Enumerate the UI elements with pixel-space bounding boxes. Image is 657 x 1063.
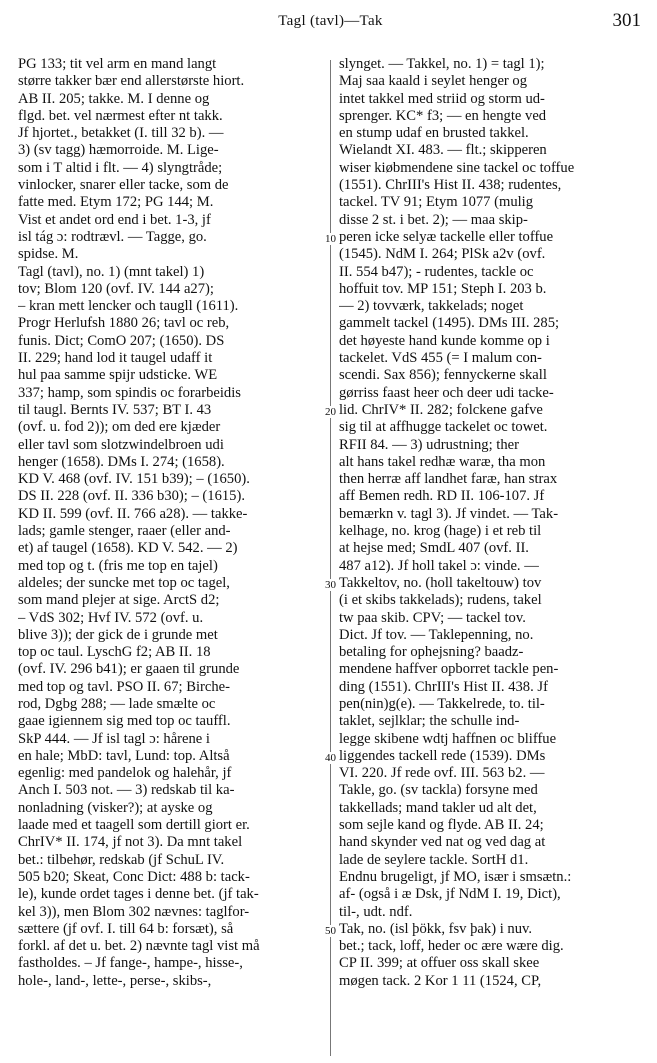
text-line: egenlig: med pandelok og halehår, jf bbox=[18, 765, 232, 782]
text-line: Takle, go. (sv tackla) forsyne med bbox=[339, 782, 538, 799]
text-line: — 2) tovværk, takkelads; noget bbox=[339, 298, 524, 315]
text-line: Jf hjortet., betakket (I. till 32 b). — bbox=[18, 125, 224, 142]
text-line: Tagl (tavl), no. 1) (mnt takel) 1) bbox=[18, 263, 205, 280]
text-line: sættere (jf ovf. I. till 64 b: forsæt), så bbox=[18, 920, 234, 937]
text-line: kelhage, no. krog (hage) i et reb til bbox=[339, 523, 542, 540]
text-line: Endnu brugeligt, jf MO, især i smsætn.: bbox=[339, 868, 572, 885]
text-line: betaling for ophejsning? baadz- bbox=[339, 644, 524, 661]
text-line: II. 229; hand lod it taugel udaff it bbox=[18, 350, 213, 367]
text-line: en stump udaf en brusted takkel. bbox=[339, 125, 529, 142]
text-line: (ovf. u. fod 2)); om ded ere kjæder bbox=[18, 419, 221, 436]
text-line: disse 2 st. i bet. 2); — maa skip- bbox=[339, 211, 528, 228]
column-divider bbox=[330, 60, 331, 1056]
text-line: møgen tack. 2 Kor 1 11 (1524, CP, bbox=[339, 972, 542, 989]
text-line: det høyeste hand kunde komme op i bbox=[339, 332, 550, 349]
text-line: takkellads; mand takler ud alt det, bbox=[339, 799, 537, 816]
text-line: VI. 220. Jf rede ovf. III. 563 b2. — bbox=[339, 765, 545, 782]
text-line: at hejse med; SmdL 407 (ovf. II. bbox=[339, 540, 529, 557]
text-line: CP II. 399; at offuer oss skall skee bbox=[339, 955, 540, 972]
right-column bbox=[339, 56, 644, 990]
text-line: tov; Blom 120 (ovf. IV. 144 a27); bbox=[18, 280, 214, 297]
text-line: taklet, sejlklar; the schulle ind- bbox=[339, 713, 520, 730]
text-line: Maj saa kaald i seylet henger og bbox=[339, 73, 528, 90]
text-line: Anch I. 503 not. — 3) redskab til ka- bbox=[18, 782, 235, 799]
text-line: henger (1658). DMs I. 274; (1658). bbox=[18, 453, 225, 470]
text-line: 3) (sv tagg) hæmorroide. M. Lige- bbox=[18, 142, 219, 159]
text-line: tackelet. VdS 455 (= I malum con- bbox=[339, 350, 542, 367]
line-number: 10 bbox=[325, 233, 336, 245]
left-column bbox=[18, 56, 322, 990]
text-line: blive 3)); der gick de i grunde met bbox=[18, 626, 218, 643]
text-line: aldeles; der suncke met top oc tagel, bbox=[18, 574, 230, 591]
text-line: (1545). NdM I. 264; PlSk a2v (ovf. bbox=[339, 246, 546, 263]
page-header bbox=[18, 10, 643, 36]
text-line: til taugl. Bernts IV. 537; BT I. 43 bbox=[18, 401, 212, 418]
text-line: wiser kiøbmendene sine tackel oc toffue bbox=[339, 159, 575, 176]
text-line: sprenger. KC* f3; — en hengte ved bbox=[339, 107, 547, 124]
text-line: Progr Herlufsh 1880 26; tavl oc reb, bbox=[18, 315, 230, 332]
text-line: som sejle kand og flyde. AB II. 24; bbox=[339, 817, 544, 834]
text-line: liggendes tackell rede (1539). DMs bbox=[339, 747, 546, 764]
text-line: lade de seylere tackle. SortH d1. bbox=[339, 851, 529, 868]
text-line: kel 3)), men Blom 302 nævnes: taglfor- bbox=[18, 903, 250, 920]
text-line: (i et skibs takkelads); rudens, takel bbox=[339, 592, 542, 609]
text-line: mendene haffver opborret tackle pen- bbox=[339, 661, 559, 678]
text-line: flgd. bet. vel nærmest efter nt takk. bbox=[18, 107, 223, 124]
text-line: gaae igiennem sig med top oc tauffl. bbox=[18, 713, 231, 730]
text-line: fastholdes. – Jf fange-, hampe-, hisse-, bbox=[18, 955, 243, 972]
text-line: RFII 84. — 3) udrustning; ther bbox=[339, 436, 519, 453]
text-line: lads; gamle stenger, raaer (eller and- bbox=[18, 523, 231, 540]
line-number: 30 bbox=[325, 579, 336, 591]
text-line: fatte med. Etym 172; PG 144; M. bbox=[18, 194, 214, 211]
text-line: isl tág ɔ: rodtrævl. — Tagge, go. bbox=[18, 228, 207, 245]
line-number: 20 bbox=[325, 406, 336, 418]
text-line: eller tavl som slotzwindelbroen udi bbox=[18, 436, 224, 453]
text-line: laade med et taagell som dertill giort er. bbox=[18, 817, 250, 834]
text-line: aff Bemen redh. RD II. 106-107. Jf bbox=[339, 488, 545, 505]
text-line: (1551). ChrIII's Hist II. 438; rudentes, bbox=[339, 177, 562, 194]
text-line: som i T altid i flt. — 4) slyngtråde; bbox=[18, 159, 223, 176]
text-line: intet takkel med striid og storm ud- bbox=[339, 90, 545, 107]
text-line: legge skibene wdtj haffnen oc bliffue bbox=[339, 730, 557, 747]
text-line: sig til at affhugge tackelet oc towet. bbox=[339, 419, 548, 436]
text-line: lid. ChrIV* II. 282; folckene gafve bbox=[339, 401, 543, 418]
text-line: le), kunde ordet tages i denne bet. (jf tak- bbox=[18, 886, 259, 903]
text-line: bet.; tack, loff, heder oc ære wære dig. bbox=[339, 938, 564, 955]
text-line: alt hans takel redhæ waræ, tha mon bbox=[339, 453, 546, 470]
text-line: KD V. 468 (ovf. IV. 151 b39); – (1650). bbox=[18, 471, 250, 488]
text-line: med top og tavl. PSO II. 67; Birche- bbox=[18, 678, 230, 695]
text-line: ding (1551). ChrIII's Hist II. 438. Jf bbox=[339, 678, 548, 695]
text-line: DS II. 228 (ovf. II. 336 b30); – (1615). bbox=[18, 488, 245, 505]
line-number: 50 bbox=[325, 925, 336, 937]
text-line: funis. Dict; ComO 207; (1650). DS bbox=[18, 332, 225, 349]
text-line: slynget. — Takkel, no. 1) = tagl 1); bbox=[339, 56, 545, 72]
text-line: top oc taul. LyschG f2; AB II. 18 bbox=[18, 644, 211, 661]
text-line: som mand plejer at sige. ArctS d2; bbox=[18, 592, 220, 609]
text-line: bet.: tilbehør, redskab (jf SchuL IV. bbox=[18, 851, 225, 868]
page-number: 301 bbox=[612, 10, 641, 31]
text-line: PG 133; tit vel arm en mand langt bbox=[18, 56, 217, 72]
text-line: – kran mett lencker och taugll (1611). bbox=[18, 298, 239, 315]
text-line: peren icke selyæ tackelle eller toffue bbox=[339, 228, 554, 245]
text-line: pen(nin)g(e). — Takkelrede, to. til- bbox=[339, 695, 545, 712]
text-line: Dict. Jf tov. — Taklepenning, no. bbox=[339, 626, 534, 643]
text-line: et) af taugel (1658). KD V. 542. — 2) bbox=[18, 540, 238, 557]
text-line: hole-, land-, lette-, perse-, skibs-, bbox=[18, 972, 212, 989]
text-line: II. 554 b47); - rudentes, tackle oc bbox=[339, 263, 534, 280]
text-line: 337; hamp, som spindis oc forarbeidis bbox=[18, 384, 241, 401]
text-line: (ovf. IV. 296 b41); er gaaen til grunde bbox=[18, 661, 240, 678]
text-line: Wielandt XI. 483. — flt.; skipperen bbox=[339, 142, 547, 159]
running-title: Tagl (tavl)—Tak bbox=[278, 13, 383, 29]
text-line: gørriss faast heer och deer udi tacke- bbox=[339, 384, 554, 401]
text-line: til-, udt. ndf. bbox=[339, 903, 413, 920]
text-line: hul paa samme spijr udsticke. WE bbox=[18, 367, 218, 384]
text-line: med top og t. (fris me top en tajel) bbox=[18, 557, 218, 574]
text-line: KD II. 599 (ovf. II. 766 a28). — takke- bbox=[18, 505, 248, 522]
text-line: SkP 444. — Jf isl tagl ɔ: hårene i bbox=[18, 730, 210, 747]
text-line: scendi. Sax 856); fennyckerne skall bbox=[339, 367, 547, 384]
text-line: AB II. 205; takke. M. I denne og bbox=[18, 90, 210, 107]
text-line: bemærkn v. tagl 3). Jf vindet. — Tak- bbox=[339, 505, 559, 522]
text-line: hoffuit tov. MP 151; Steph I. 203 b. bbox=[339, 280, 547, 297]
text-line: rod, Dgbg 288; — lade smælte oc bbox=[18, 695, 216, 712]
text-line: hand skynder ved nat og ved dag at bbox=[339, 834, 546, 851]
text-line: 505 b20; Skeat, Conc Dict: 488 b: tack- bbox=[18, 868, 250, 885]
text-line: Tak, no. (isl þökk, fsv þak) i nuv. bbox=[339, 920, 532, 937]
text-line: Vist et andet ord end i bet. 1-3, jf bbox=[18, 211, 211, 228]
text-line: større takker bær end allerstørste hiort. bbox=[18, 73, 245, 90]
text-line: en hale; MbD: tavl, Lund: top. Altså bbox=[18, 747, 230, 764]
text-line: vinlocker, snarer eller tacke, som de bbox=[18, 177, 229, 194]
text-line: forkl. af det u. bet. 2) nævnte tagl vist må bbox=[18, 938, 260, 955]
text-line: Takkeltov, no. (holl takeltouw) tov bbox=[339, 574, 542, 591]
text-line: nonladning (visker?); at ayske og bbox=[18, 799, 213, 816]
text-line: af- (også i æ Dsk, jf NdM I. 19, Dict), bbox=[339, 886, 561, 903]
text-line: 487 a12). Jf holl takel ɔ: vinde. — bbox=[339, 557, 539, 574]
text-line: tw paa skib. CPV; — tackel tov. bbox=[339, 609, 526, 626]
text-line: – VdS 302; Hvf IV. 572 (ovf. u. bbox=[18, 609, 204, 626]
text-line: tackel. TV 91; Etym 1077 (mulig bbox=[339, 194, 534, 211]
text-line: then herræ aff landhet faræ, han strax bbox=[339, 471, 558, 488]
text-line: gammelt tackel (1495). DMs III. 285; bbox=[339, 315, 560, 332]
line-number: 40 bbox=[325, 752, 336, 764]
text-line: spidse. M. bbox=[18, 246, 79, 263]
text-line: ChrIV* II. 174, jf not 3). Da mnt takel bbox=[18, 834, 243, 851]
